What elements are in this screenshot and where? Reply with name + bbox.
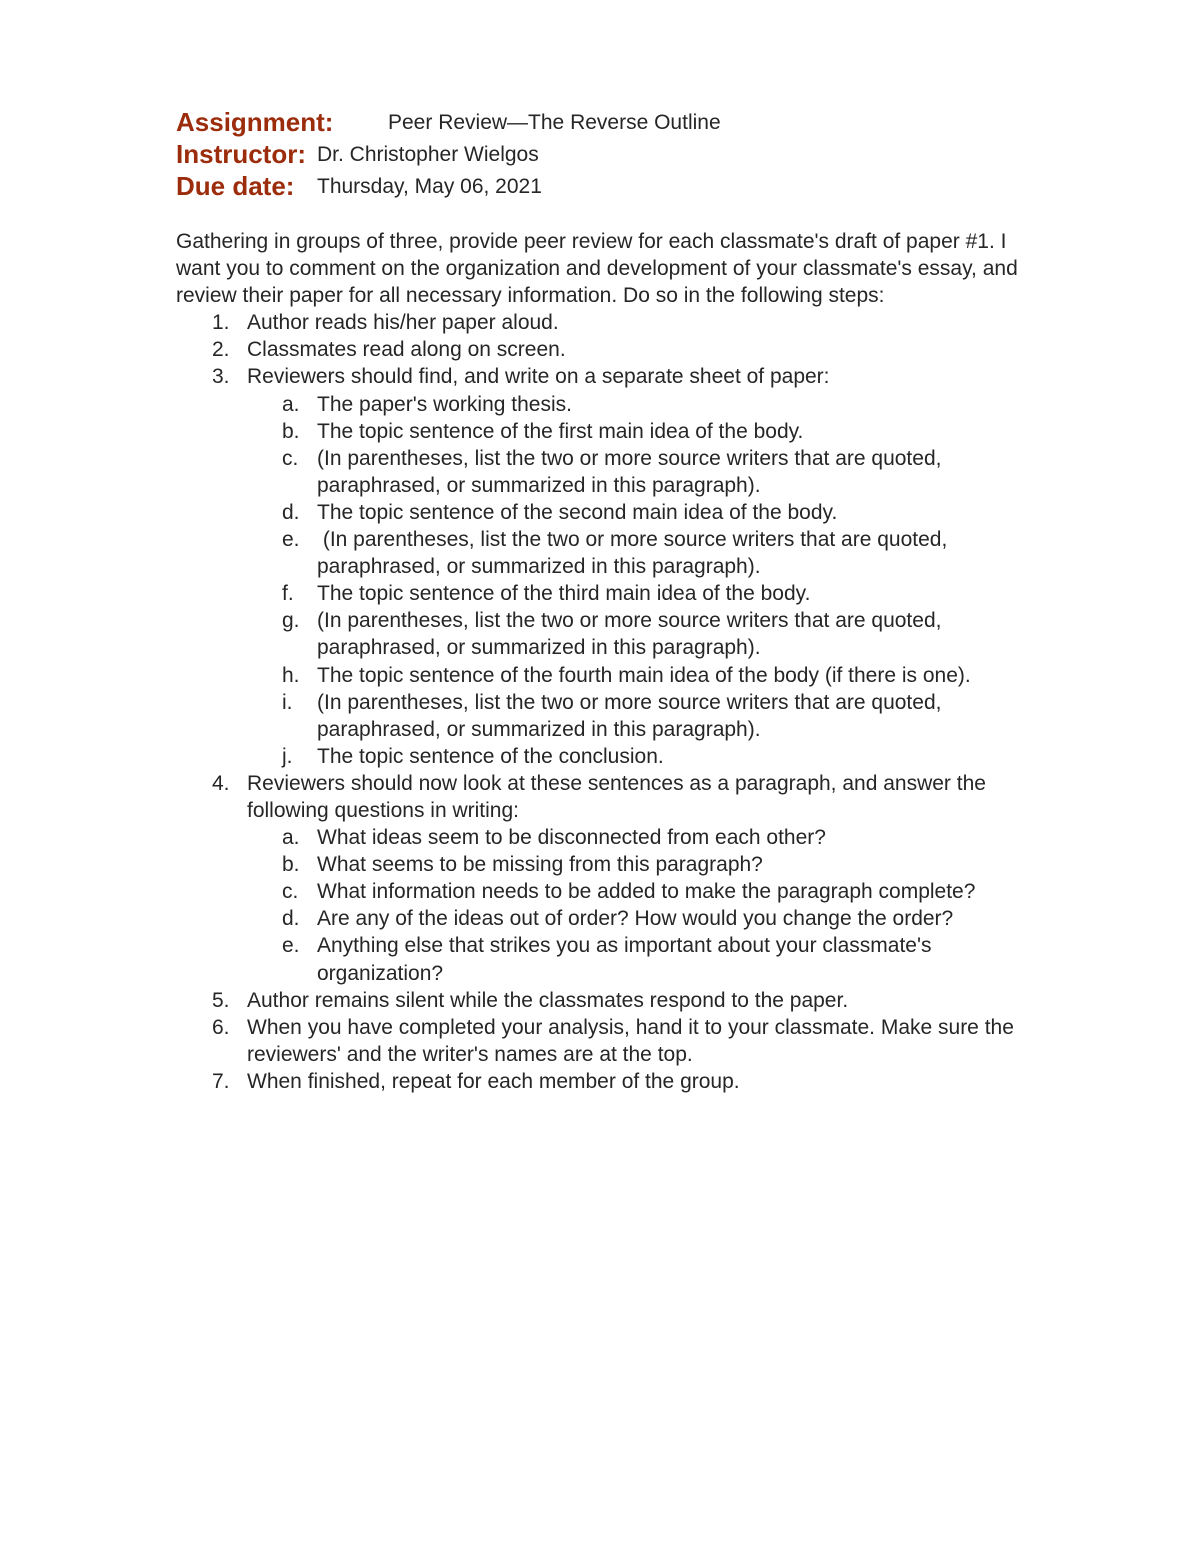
step-number: 4.: [212, 771, 230, 795]
substep-text: The paper's working thesis.: [317, 392, 572, 416]
substep-letter: d.: [282, 500, 300, 524]
question-item: [176, 905, 1036, 932]
step-text: Classmates read along on screen.: [247, 338, 566, 362]
assignment-title: Peer Review—The Reverse Outline: [388, 111, 721, 134]
step-item: [176, 770, 1036, 987]
substep-letter: a.: [282, 392, 300, 416]
step-number: 6.: [212, 1015, 230, 1039]
substep-text: The topic sentence of the fourth main idea of the body (if there is one).: [317, 663, 971, 687]
substep-item: [176, 743, 1036, 770]
substep-text: The topic sentence of the third main idea of the body.: [317, 582, 811, 606]
substep-item: [176, 418, 1036, 445]
substep-item: [176, 526, 1036, 580]
step-number: 7.: [212, 1069, 230, 1093]
substep-item: [176, 580, 1036, 607]
step-number: 2.: [212, 338, 230, 362]
substep-item: [176, 391, 1036, 418]
question-letter: c.: [282, 880, 299, 904]
step-number: 5.: [212, 988, 230, 1012]
step-3-sublist: [176, 391, 1036, 770]
substep-item: [176, 607, 1036, 661]
question-letter: b.: [282, 853, 300, 877]
question-item: [176, 932, 1036, 986]
step-item: [176, 309, 1036, 336]
step-number: 3.: [212, 365, 230, 389]
question-text: Are any of the ideas out of order? How would you change the order?: [317, 907, 954, 931]
due-date-label: Due date:: [176, 171, 295, 201]
question-item: [176, 824, 1036, 851]
step-text: Reviewers should now look at these sentences as a paragraph, and answer the following questions in writing:: [247, 771, 986, 822]
question-item: [176, 878, 1036, 905]
substep-letter: f.: [282, 582, 294, 606]
instructor-label: Instructor:: [176, 139, 306, 169]
substep-letter: i.: [282, 690, 293, 714]
step-number: 1.: [212, 311, 230, 335]
substep-letter: g.: [282, 609, 300, 633]
substep-item: [176, 499, 1036, 526]
due-date-value: Thursday, May 06, 2021: [317, 175, 542, 198]
substep-text: (In parentheses, list the two or more source writers that are quoted, paraphrased, or summarized in this paragraph).: [317, 528, 954, 579]
step-text: Author reads his/her paper aloud.: [247, 311, 559, 335]
question-item: [176, 851, 1036, 878]
question-letter: e.: [282, 934, 300, 958]
step-item: [176, 1014, 1036, 1068]
instructions-body: [176, 228, 1036, 1095]
question-text: Anything else that strikes you as important about your classmate's organization?: [317, 934, 932, 985]
substep-text: (In parentheses, list the two or more source writers that are quoted, paraphrased, or summarized in this paragraph).: [317, 446, 942, 497]
substep-letter: b.: [282, 419, 300, 443]
question-letter: a.: [282, 826, 300, 850]
substep-item: [176, 445, 1036, 499]
substep-text: (In parentheses, list the two or more source writers that are quoted, paraphrased, or summarized in this paragraph).: [317, 609, 942, 660]
substep-letter: j.: [282, 744, 293, 768]
substep-text: The topic sentence of the first main idea of the body.: [317, 419, 804, 443]
step-item: [176, 336, 1036, 363]
question-text: What ideas seem to be disconnected from each other?: [317, 826, 826, 850]
step-item: [176, 1068, 1036, 1095]
substep-letter: h.: [282, 663, 300, 687]
substep-item: [176, 689, 1036, 743]
step-text: Author remains silent while the classmates respond to the paper.: [247, 988, 849, 1012]
substep-letter: c.: [282, 446, 299, 470]
substep-letter: e.: [282, 528, 300, 552]
instructor-name: Dr. Christopher Wielgos: [317, 143, 539, 166]
question-text: What information needs to be added to make the paragraph complete?: [317, 880, 976, 904]
intro-paragraph: Gathering in groups of three, provide peer review for each classmate's draft of paper #1. I want you to comment on the organization and development of your classmate's essay, and review their paper for all necessary information. Do so in the following steps:: [176, 230, 1018, 308]
step-item: [176, 363, 1036, 769]
steps-list: [176, 309, 1036, 1095]
step-text: When finished, repeat for each member of the group.: [247, 1069, 740, 1093]
substep-text: The topic sentence of the second main idea of the body.: [317, 500, 838, 524]
question-letter: d.: [282, 907, 300, 931]
substep-item: [176, 662, 1036, 689]
step-text: When you have completed your analysis, hand it to your classmate. Make sure the reviewers' and the writer's names are at the top.: [247, 1015, 1014, 1066]
assignment-label: Assignment:: [176, 107, 334, 137]
question-text: What seems to be missing from this paragraph?: [317, 853, 763, 877]
step-4-sublist: [176, 824, 1036, 987]
step-text: Reviewers should find, and write on a separate sheet of paper:: [247, 365, 830, 389]
substep-text: (In parentheses, list the two or more source writers that are quoted, paraphrased, or summarized in this paragraph).: [317, 690, 942, 741]
step-item: [176, 987, 1036, 1014]
substep-text: The topic sentence of the conclusion.: [317, 744, 664, 768]
